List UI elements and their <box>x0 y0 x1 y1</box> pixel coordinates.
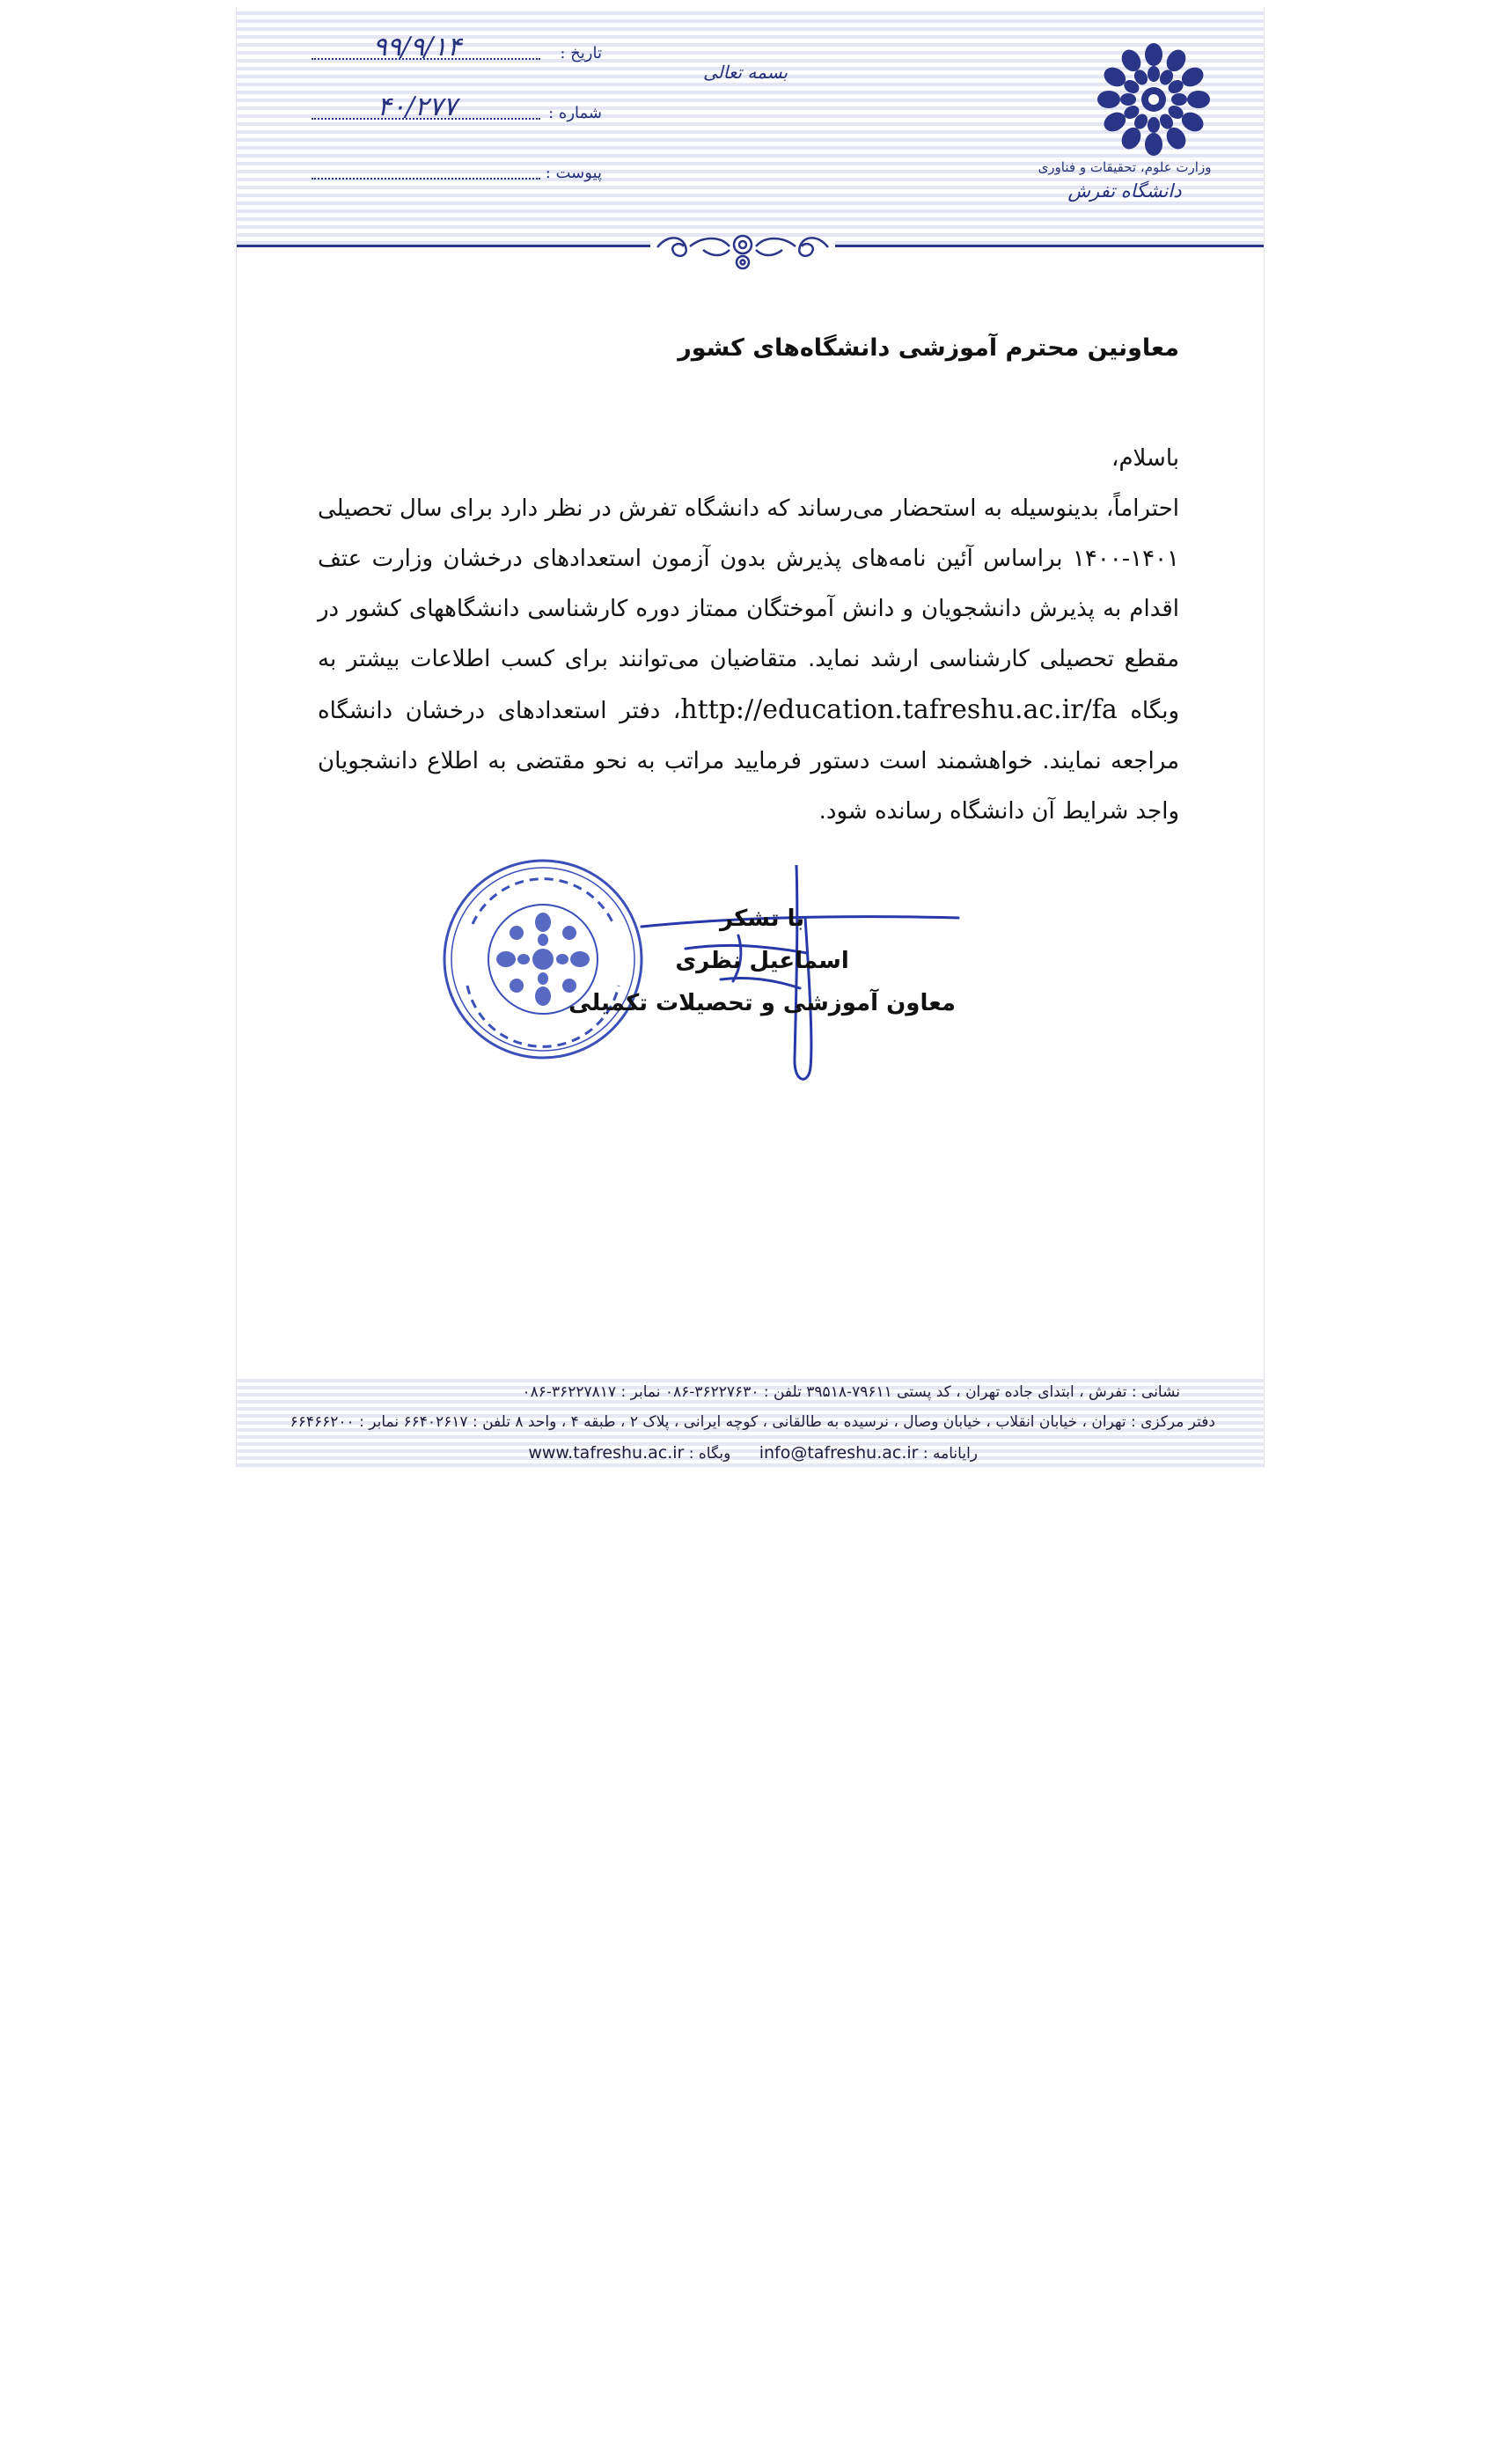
attachment-label: پیوست : <box>545 164 602 182</box>
date-row <box>312 32 602 70</box>
email-label: رایانامه : <box>922 1445 978 1463</box>
letter-body <box>318 434 1179 837</box>
ornament-divider <box>650 225 835 278</box>
university-name-block <box>1037 157 1213 204</box>
number-row <box>312 92 602 130</box>
number-label: شماره : <box>548 104 602 122</box>
date-label: تاریخ : <box>560 44 602 62</box>
footer-address: نشانی : تفرش ، ابتدای جاده تهران ، کد پستی ۷۹۶۱۱-۳۹۵۱۸ تلفن : ۳۶۲۲۷۶۳۰-۰۸۶ نمابر : ۳۶۲۲۷۸۱۷-۰۸۶ <box>522 1383 1180 1401</box>
greeting: باسلام، <box>1111 445 1179 472</box>
closing-text: با تشکر <box>720 906 805 932</box>
signatory-name: اسماعیل نظری <box>675 948 849 974</box>
paragraph-text-after-url: ، دفتر استعدادهای درخشان دانشگاه مراجعه نمایند. خواهشمند است دستور فرمایید مراتب به نحو مقتضی به اطلاع دانشجویان واجد شرایط آن دانشگاه رسانده شود. <box>318 698 1179 825</box>
date-value: ۹۹/۹/۱۴ <box>372 32 462 62</box>
attachment-row <box>312 155 602 190</box>
website-link[interactable]: http://education.tafreshu.ac.ir/fa <box>680 694 1118 725</box>
web-label: وبگاه : <box>688 1445 731 1463</box>
signature-block <box>568 898 956 1024</box>
web-link[interactable]: www.tafreshu.ac.ir <box>528 1443 685 1463</box>
footer-contacts <box>528 1443 978 1463</box>
university-name: دانشگاه تفرش <box>1067 180 1182 202</box>
recipient-heading: معاونین محترم آموزشی دانشگاه‌های کشور <box>678 334 1179 362</box>
letter-sheet <box>236 7 1265 1468</box>
email-link[interactable]: info@tafreshu.ac.ir <box>759 1443 919 1463</box>
ministry-name: وزارت علوم، تحقیقات و فناوری <box>1038 159 1212 175</box>
number-value: ۴۰/۲۷۷ <box>377 92 458 122</box>
main-paragraph <box>318 484 1179 837</box>
bismillah: بسمه تعالی <box>703 62 788 83</box>
signatory-title: معاون آموزشی و تحصیلات تکمیلی <box>568 990 956 1016</box>
footer-central-office: دفتر مرکزی : تهران ، خیابان انقلاب ، خیابان وصال ، نرسیده به طالقانی ، کوچه ایرانی ، پلاک ۲ ، طبقه ۴ ، واحد ۸ تلفن : ۶۶۴۰۲۶۱۷ نمابر : ۶۶۴۶۶۲۰۰ <box>290 1413 1215 1431</box>
attachment-dotted-line <box>312 178 540 180</box>
paragraph-text-before-url: احتراماً، بدینوسیله به استحضار می‌رساند که دانشگاه تفرش در نظر دارد برای سال تحصیلی ۱۴۰۱-۱۴۰۰ براساس آئین نامه‌های پذیرش بدون آزمون استعدادهای درخشان وزارت عتف اقدام به پذیرش دانشجویان و دانش آموختگان ممتاز دوره کارشناسی دانشگاههای کشور در مقطع تحصیلی کارشناسی ارشد نماید. متقاضیان می‌توانند برای کسب اطلاعات بیشتر به وبگاه <box>318 495 1180 724</box>
university-logo-icon <box>1096 42 1211 157</box>
